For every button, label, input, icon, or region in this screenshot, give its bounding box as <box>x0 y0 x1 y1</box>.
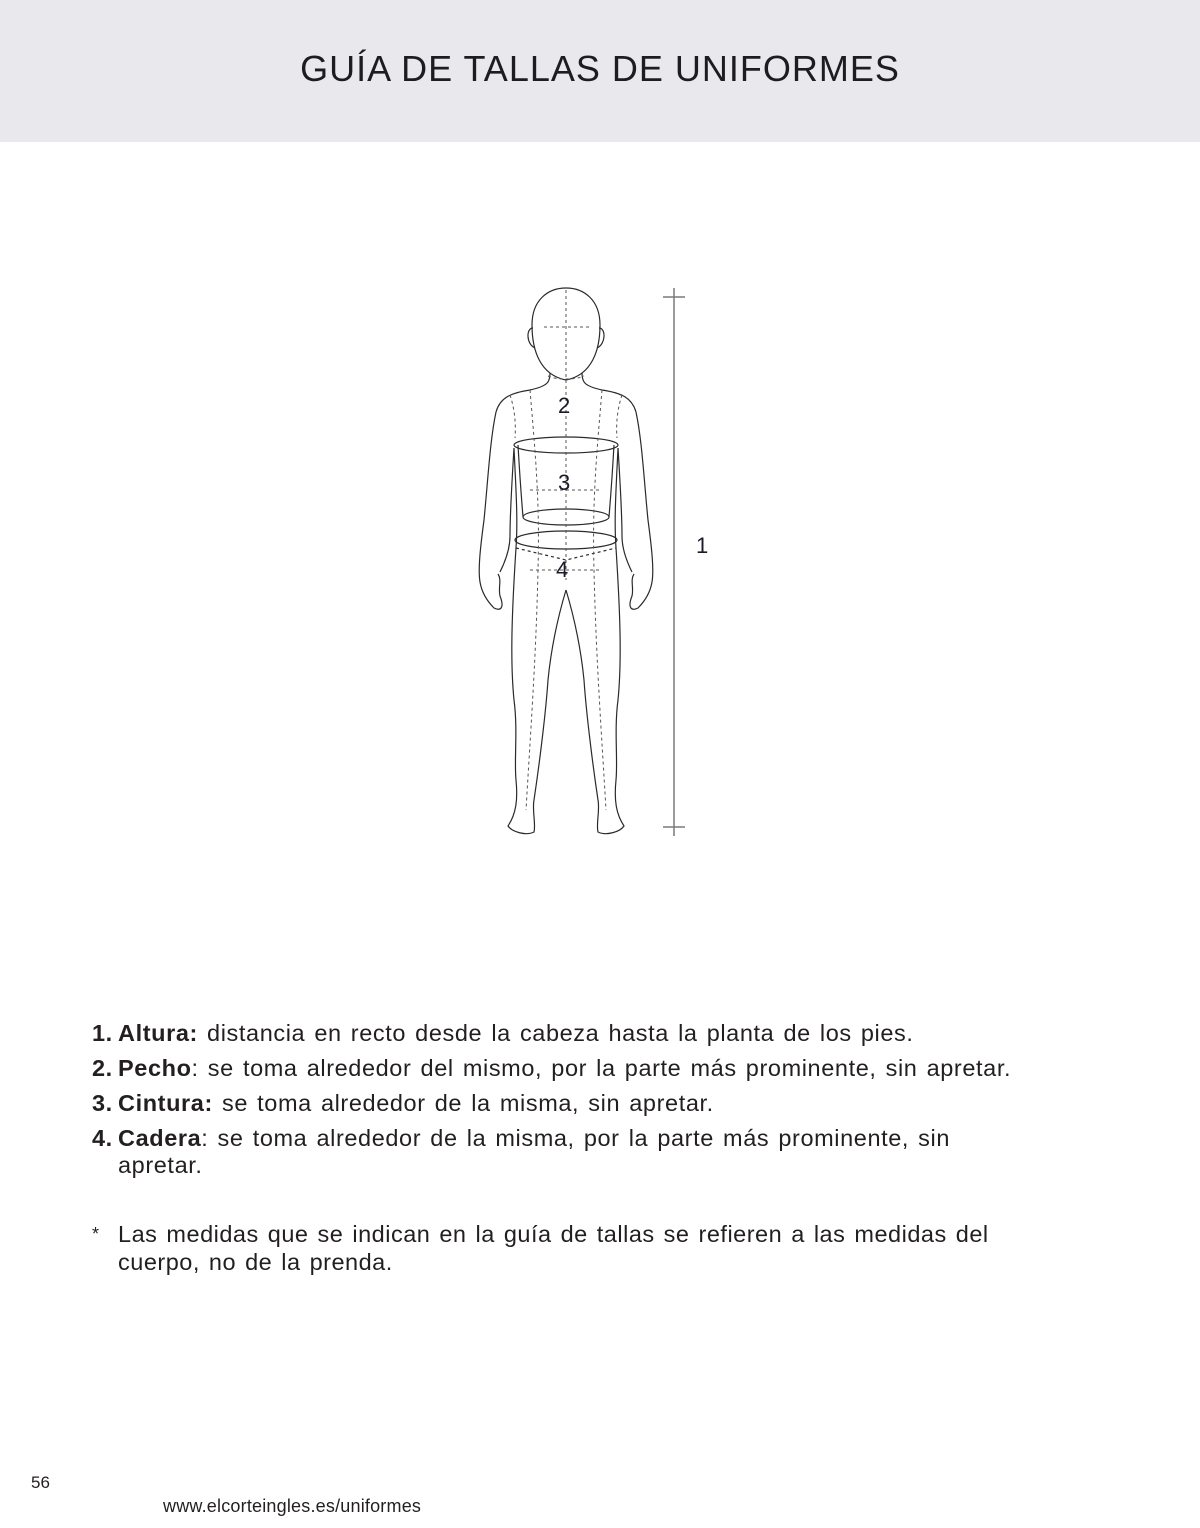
instruction-term: Altura: <box>118 1020 198 1046</box>
instruction-text: distancia en recto desde la cabeza hasta la planta de los pies. <box>197 1020 914 1046</box>
instruction-number: 3. <box>92 1090 113 1116</box>
instruction-text: se toma alrededor de la misma, sin apretar. <box>212 1090 714 1116</box>
measurement-instructions <box>92 1016 1172 1179</box>
instruction-chest <box>92 1051 1172 1086</box>
child-silhouette-icon <box>460 280 740 860</box>
hip-label: 4 <box>556 557 569 582</box>
instruction-text: : se toma alrededor del mismo, por la parte más prominente, sin apretar. <box>191 1055 1012 1081</box>
instruction-term: Pecho <box>118 1055 192 1081</box>
note-text: Las medidas que se indican en la guía de tallas se refieren a las medidas del cuerpo, no de la prenda. <box>118 1221 989 1275</box>
instruction-waist <box>92 1086 1172 1121</box>
chest-label: 2 <box>558 393 571 418</box>
instruction-hip <box>92 1121 1032 1179</box>
body-measurement-figure <box>460 280 740 860</box>
page-header <box>0 0 1200 142</box>
instruction-height <box>92 1016 1172 1051</box>
asterisk-mark: * <box>92 1224 100 1244</box>
instruction-term: Cintura: <box>118 1090 213 1116</box>
footer-url: www.elcorteingles.es/uniformes <box>163 1496 422 1516</box>
size-guide-note <box>92 1220 1092 1276</box>
height-label: 1 <box>696 533 709 558</box>
instruction-number: 4. <box>92 1125 113 1151</box>
instruction-term: Cadera <box>118 1125 202 1151</box>
instruction-text: : se toma alrededor de la misma, por la parte más prominente, sin apretar. <box>118 1125 951 1178</box>
page-title: GUÍA DE TALLAS DE UNIFORMES <box>300 48 900 89</box>
page-number: 56 <box>31 1473 50 1492</box>
instruction-number: 1. <box>92 1020 113 1046</box>
instruction-number: 2. <box>92 1055 113 1081</box>
waist-label: 3 <box>558 470 571 495</box>
